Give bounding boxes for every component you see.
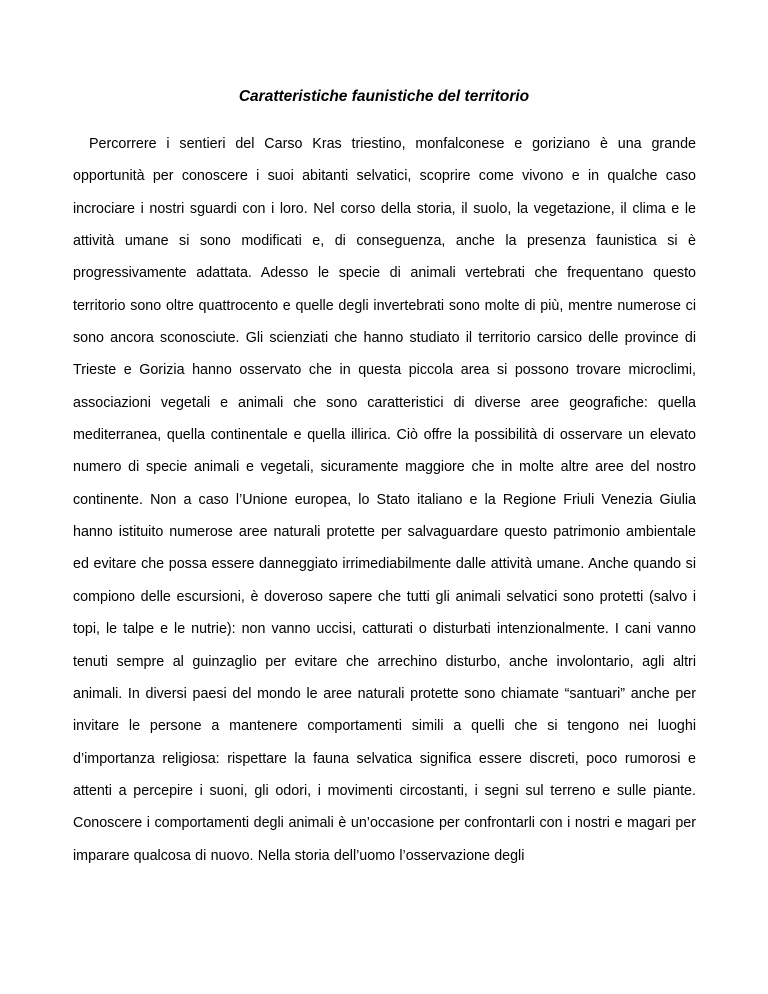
body-paragraph: Percorrere i sentieri del Carso Kras triestino, monfalconese e goriziano è una grande opportunità per conoscere i suoi abitanti selvatici, scoprire come vivono e in qualche caso incrociare i nostri sguardi con i loro. Nel corso della storia, il suolo, la vegetazione, il clima e le attività umane si sono modificati e, di conseguenza, anche la presenza faunistica si è progressivamente adattata. Adesso le specie di animali vertebrati che frequentano questo territorio sono oltre quattrocento e quelle degli invertebrati sono molte di più, mentre numerose ci sono ancora sconosciute. Gli scienziati che hanno studiato il territorio carsico delle province di Trieste e Gorizia hanno osservato che in questa piccola area si possono trovare microclimi, associazioni vegetali e animali che sono caratteristici di diverse aree geografiche: quella mediterranea, quella continentale e quella illirica. Ciò offre la possibilità di osservare un elevato numero di specie animali e vegetali, sicuramente maggiore che in molte altre aree del nostro continente. Non a caso l’Unione europea, lo Stato italiano e la Regione Friuli Venezia Giulia hanno istituito numerose aree naturali protette per salvaguardare questo patrimonio ambientale ed evitare che possa essere danneggiato irrimediabilmente dalle attività umane. Anche quando si compiono delle escursioni, è doveroso sapere che tutti gli animali selvatici sono protetti (salvo i topi, le talpe e le nutrie): non vanno uccisi, catturati o disturbati intenzionalmente. I cani vanno tenuti sempre al guinzaglio per evitare che arrechino disturbo, anche involontario, agli altri animali. In diversi paesi del mondo le aree naturali protette sono chiamate “santuari” anche per invitare le persone a mantenere comportamenti simili a quelli che si tengono nei luoghi d’importanza religiosa: rispettare la fauna selvatica significa essere discreti, poco rumorosi e attenti a percepire i suoni, gli odori, i movimenti circostanti, i segni sul terreno e sulle piante. Conoscere i comportamenti degli animali è un’occasione per confrontarli con i nostri e magari per imparare qualcosa di nuovo. Nella storia dell’uomo l’osservazione degli	[73, 136, 696, 864]
document-title: Caratteristiche faunistiche del territorio	[238, 88, 530, 105]
